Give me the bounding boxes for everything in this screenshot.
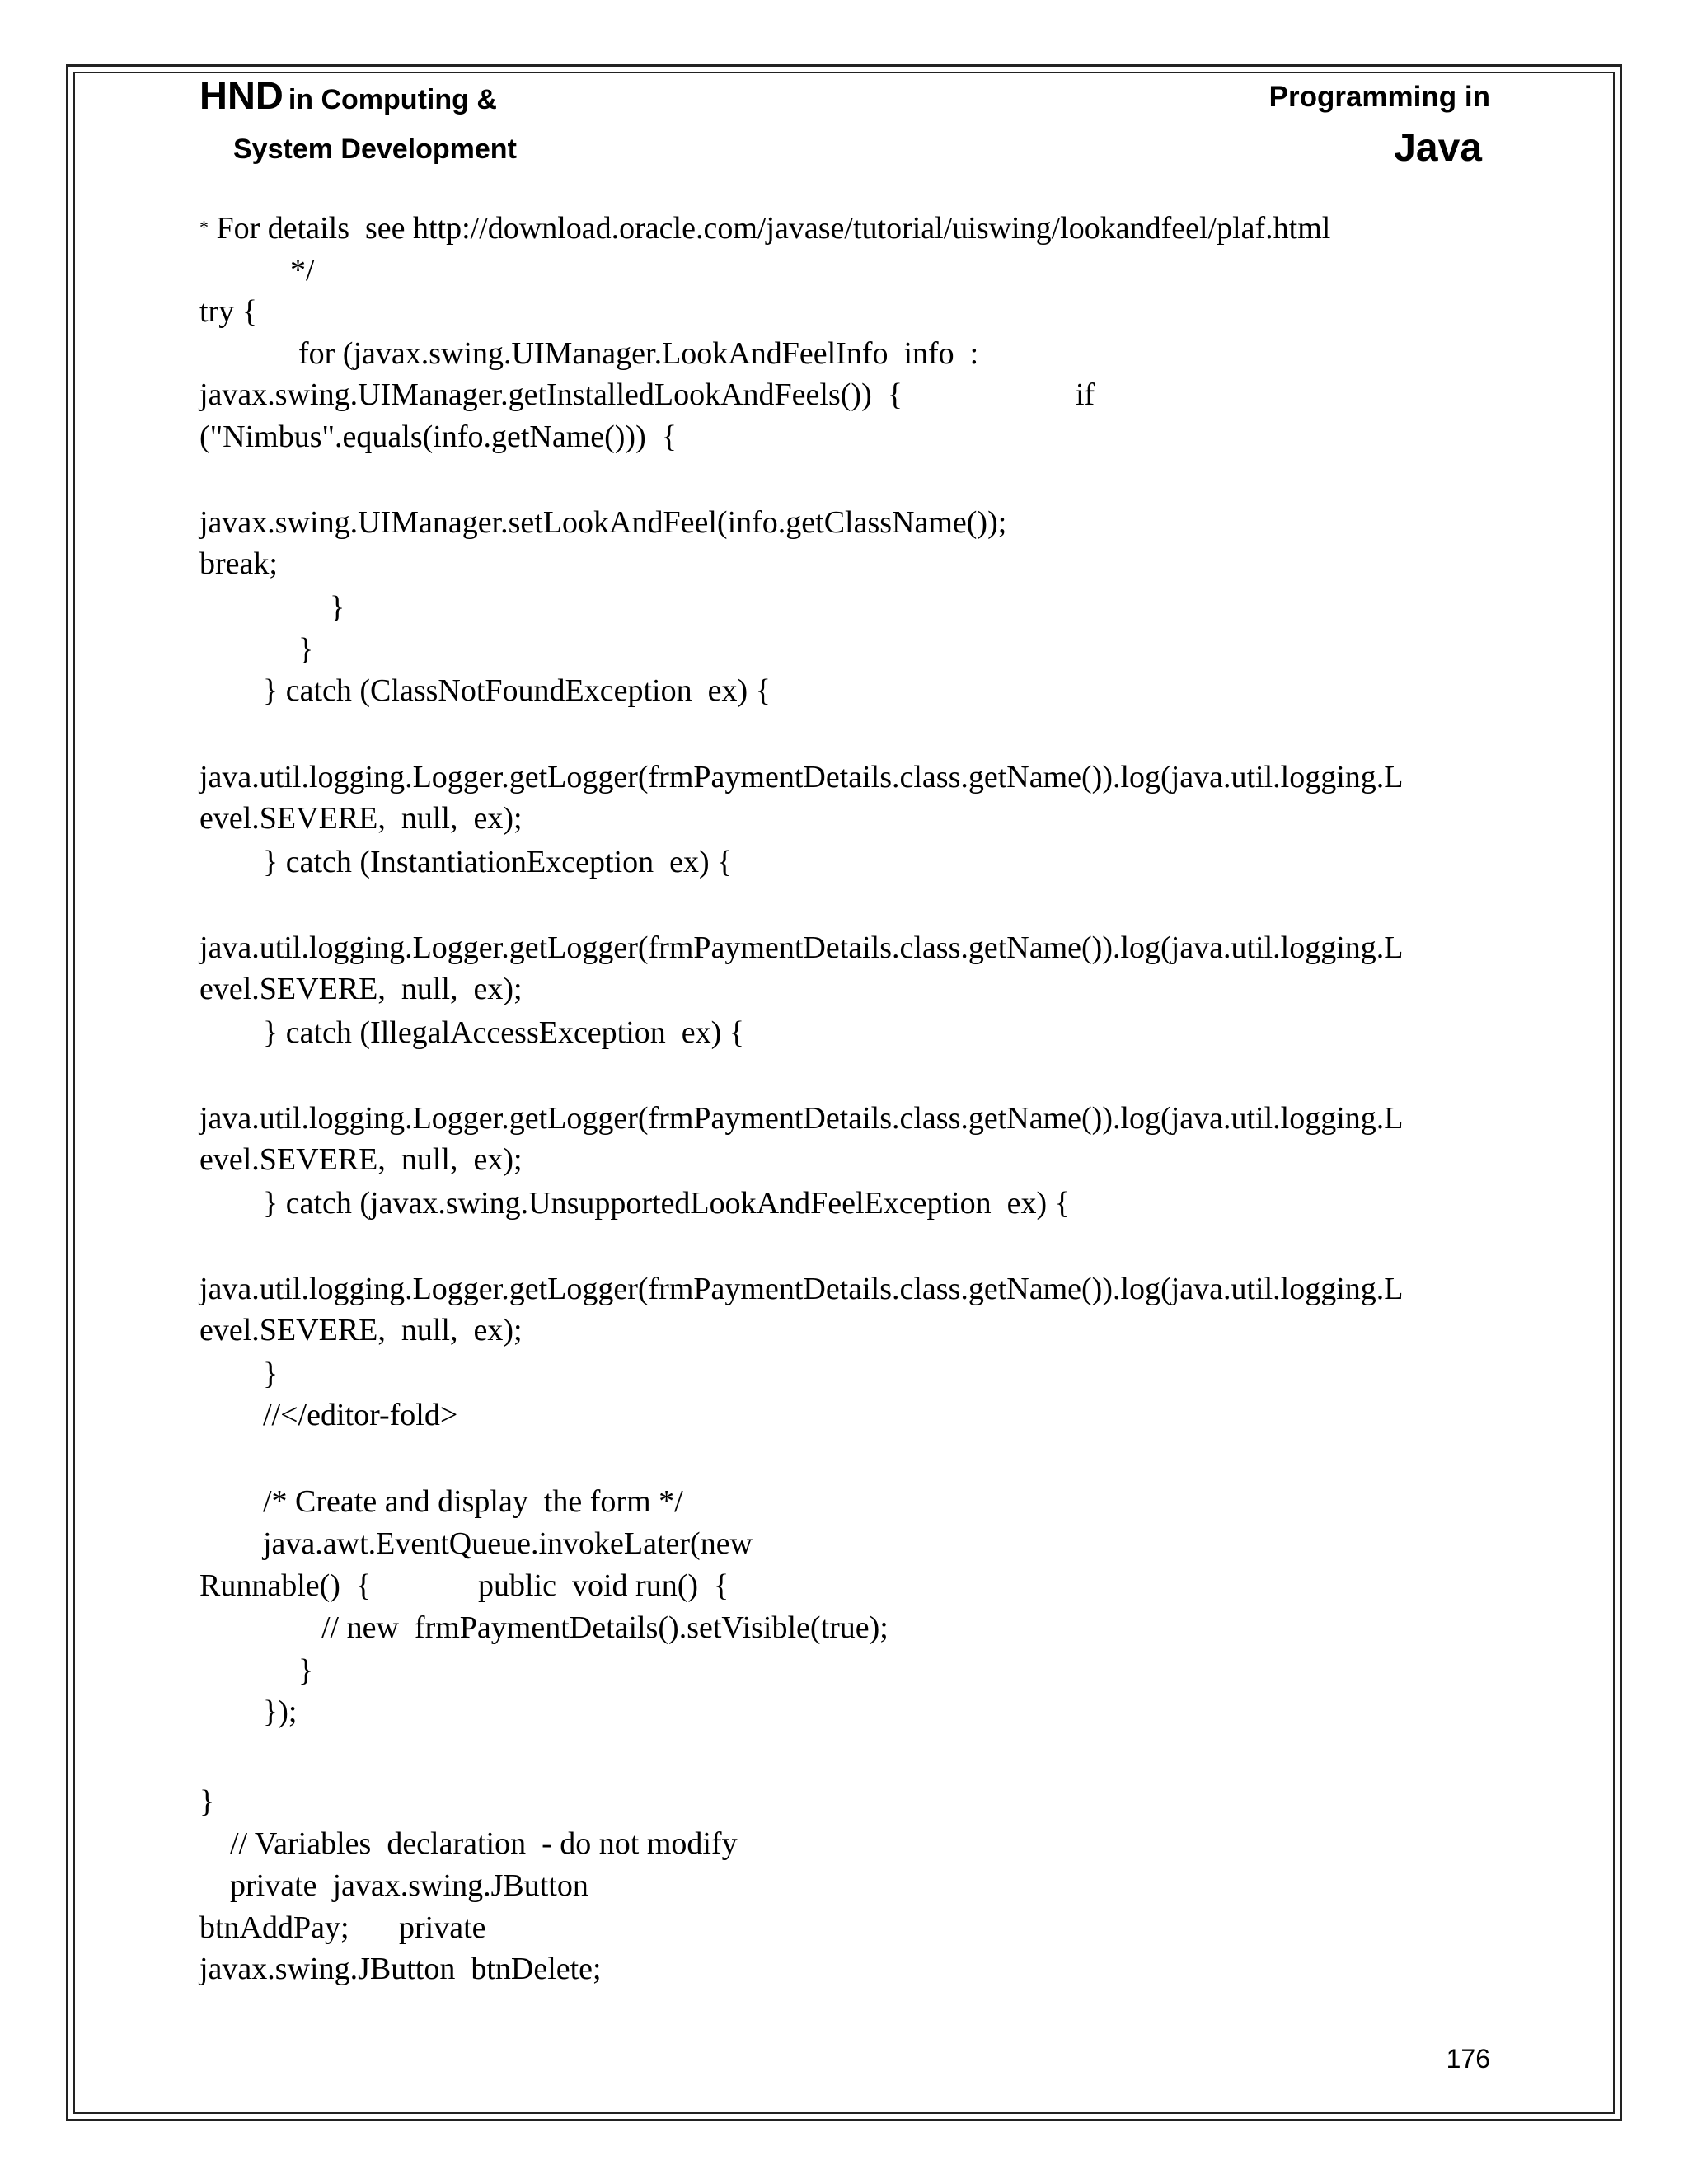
- code-line: java.util.logging.Logger.getLogger(frmPaymentDetails.class.getName()).log(java.util.logging.L: [199, 1272, 1404, 1306]
- code-line: javax.swing.UIManager.setLookAndFeel(info.getClassName());: [199, 505, 1007, 540]
- code-line: evel.SEVERE, null, ex);: [199, 1142, 523, 1177]
- code-line: evel.SEVERE, null, ex);: [199, 1313, 523, 1347]
- code-line: evel.SEVERE, null, ex);: [199, 801, 523, 836]
- code-line: } catch (javax.swing.UnsupportedLookAndFeelException ex) {: [263, 1186, 1070, 1221]
- code-line: javax.swing.UIManager.getInstalledLookAndFeels()) {: [199, 377, 903, 412]
- code-line: }: [330, 590, 345, 625]
- code-line: for (javax.swing.UIManager.LookAndFeelInfo info :: [298, 336, 979, 371]
- page-number: 176: [1446, 2044, 1490, 2074]
- header-java: Java: [1394, 126, 1482, 170]
- header-hnd-label: HND: [199, 73, 284, 117]
- code-line: javax.swing.JButton btnDelete;: [199, 1952, 602, 1986]
- code-line: // new frmPaymentDetails().setVisible(true);: [321, 1610, 889, 1645]
- code-line: java.util.logging.Logger.getLogger(frmPaymentDetails.class.getName()).log(java.util.logging.L: [199, 760, 1404, 794]
- header-programming-in: Programming in: [1268, 81, 1490, 113]
- code-line: }: [263, 1357, 279, 1391]
- code-line: } catch (IllegalAccessException ex) {: [263, 1015, 745, 1050]
- header-hnd: [199, 73, 497, 118]
- header-system-development: System Development: [233, 134, 517, 165]
- code-line: java.util.logging.Logger.getLogger(frmPaymentDetails.class.getName()).log(java.util.logging.L: [199, 930, 1404, 965]
- code-line: } catch (InstantiationException ex) {: [263, 845, 733, 879]
- code-line: // Variables declaration - do not modify: [230, 1826, 738, 1861]
- code-line: }: [199, 1784, 215, 1819]
- code-line: } catch (ClassNotFoundException ex) {: [263, 673, 771, 708]
- code-line: }: [298, 1653, 314, 1688]
- comment-asterisk: *: [199, 217, 209, 237]
- code-line: ("Nimbus".equals(info.getName())) {: [199, 419, 677, 454]
- code-line: /* Create and display the form */: [263, 1484, 683, 1519]
- code-line: btnAddPay;: [199, 1910, 349, 1945]
- code-line: }: [298, 632, 314, 667]
- header-hnd-subtitle: in Computing &: [288, 84, 497, 115]
- code-line: if: [1076, 377, 1095, 412]
- code-line: public void run() {: [478, 1568, 729, 1603]
- code-line-text: For details see http://download.oracle.com/javase/tutorial/uiswing/lookandfeel/plaf.html: [209, 211, 1331, 246]
- code-line: private javax.swing.JButton: [230, 1868, 588, 1903]
- code-line: Runnable() {: [199, 1568, 372, 1603]
- code-line: });: [263, 1694, 298, 1729]
- code-line: java.util.logging.Logger.getLogger(frmPaymentDetails.class.getName()).log(java.util.logging.L: [199, 1101, 1404, 1136]
- code-line: */: [290, 253, 315, 288]
- code-line: break;: [199, 546, 278, 581]
- code-line: //</editor-fold>: [263, 1398, 458, 1432]
- code-line: private: [399, 1910, 486, 1945]
- code-line: [199, 206, 1330, 249]
- code-line: evel.SEVERE, null, ex);: [199, 972, 523, 1006]
- code-line: java.awt.EventQueue.invokeLater(new: [263, 1526, 753, 1561]
- code-line: try {: [199, 294, 257, 329]
